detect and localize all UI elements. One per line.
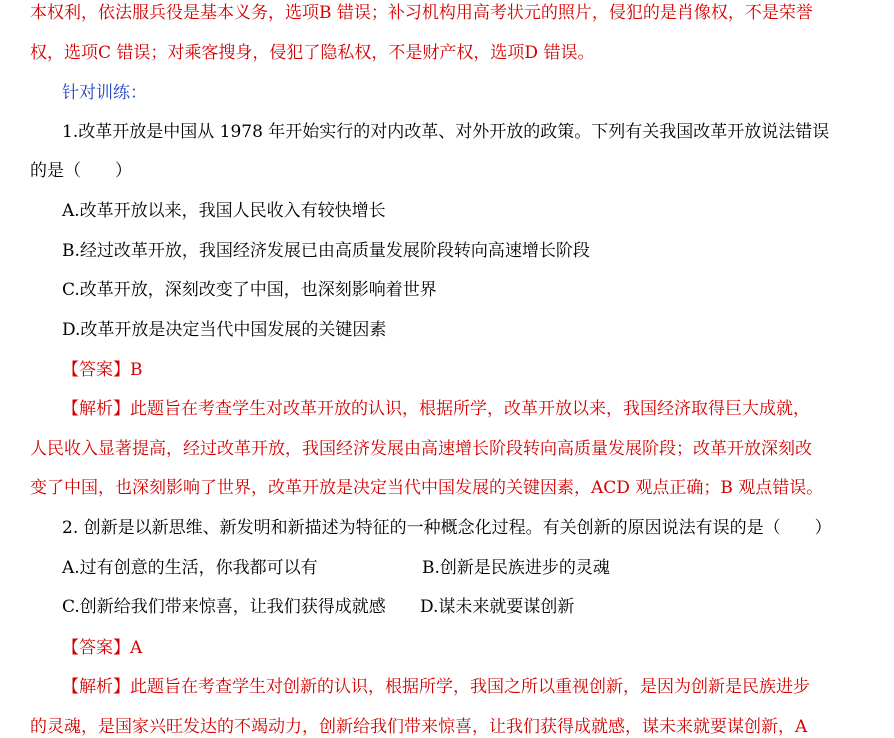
q1-option-b: B.经过改革开放，我国经济发展已由高质量发展阶段转向高速增长阶段: [62, 241, 590, 261]
q2-option-b: B.创新是民族进步的灵魂: [422, 558, 610, 578]
q1-answer: 【答案】B: [62, 360, 143, 380]
q1-stem-line-2: 的是（ ）: [30, 161, 132, 181]
q2-stem: 2. 创新是以新思维、新发明和新描述为特征的一种概念化过程。有关创新的原因说法有误的是（ ）: [62, 518, 832, 538]
q1-analysis-line-1: 【解析】此题旨在考查学生对改革开放的认识，根据所学，改革开放以来，我国经济取得巨大成就，: [62, 399, 810, 419]
q2-answer: 【答案】A: [62, 638, 143, 658]
prev-analysis-line-1: 本权利，依法服兵役是基本义务，选项B 错误；补习机构用高考状元的照片，侵犯的是肖像权，不是荣誉: [30, 3, 813, 23]
q1-option-c: C.改革开放，深刻改变了中国，也深刻影响着世界: [62, 280, 437, 300]
q1-option-a: A.改革开放以来，我国人民收入有较快增长: [62, 201, 386, 221]
q2-option-c: C.创新给我们带来惊喜，让我们获得成就感: [62, 597, 386, 617]
q2-option-d: D.谋未来就要谋创新: [420, 597, 575, 617]
q2-options-row-1: [62, 557, 852, 579]
section-heading: 针对训练：: [62, 83, 147, 103]
q1-analysis-line-3: 变了中国，也深刻影响了世界，改革开放是决定当代中国发展的关键因素，ACD 观点正确；B 观点错误。: [30, 478, 824, 498]
q1-analysis-line-2: 人民收入显著提高，经过改革开放，我国经济发展由高速增长阶段转向高质量发展阶段；改革开放深刻改: [30, 439, 812, 459]
q2-option-a: A.过有创意的生活，你我都可以有: [62, 558, 318, 578]
q1-stem-line-1: 1.改革开放是中国从 1978 年开始实行的对内改革、对外开放的政策。下列有关我国改革开放说法错误: [62, 122, 830, 142]
q1-option-d: D.改革开放是决定当代中国发展的关键因素: [62, 320, 387, 340]
prev-analysis-line-2: 权，选项C 错误；对乘客搜身，侵犯了隐私权，不是财产权，选项D 错误。: [30, 43, 595, 63]
q2-analysis-line-1: 【解析】此题旨在考查学生对创新的认识，根据所学，我国之所以重视创新，是因为创新是民族进步: [62, 677, 810, 697]
q2-analysis-line-2: 的灵魂，是国家兴旺发达的不竭动力，创新给我们带来惊喜，让我们获得成就感，谋未来就要谋创新，A: [30, 717, 808, 737]
q2-options-row-2: [62, 596, 852, 618]
